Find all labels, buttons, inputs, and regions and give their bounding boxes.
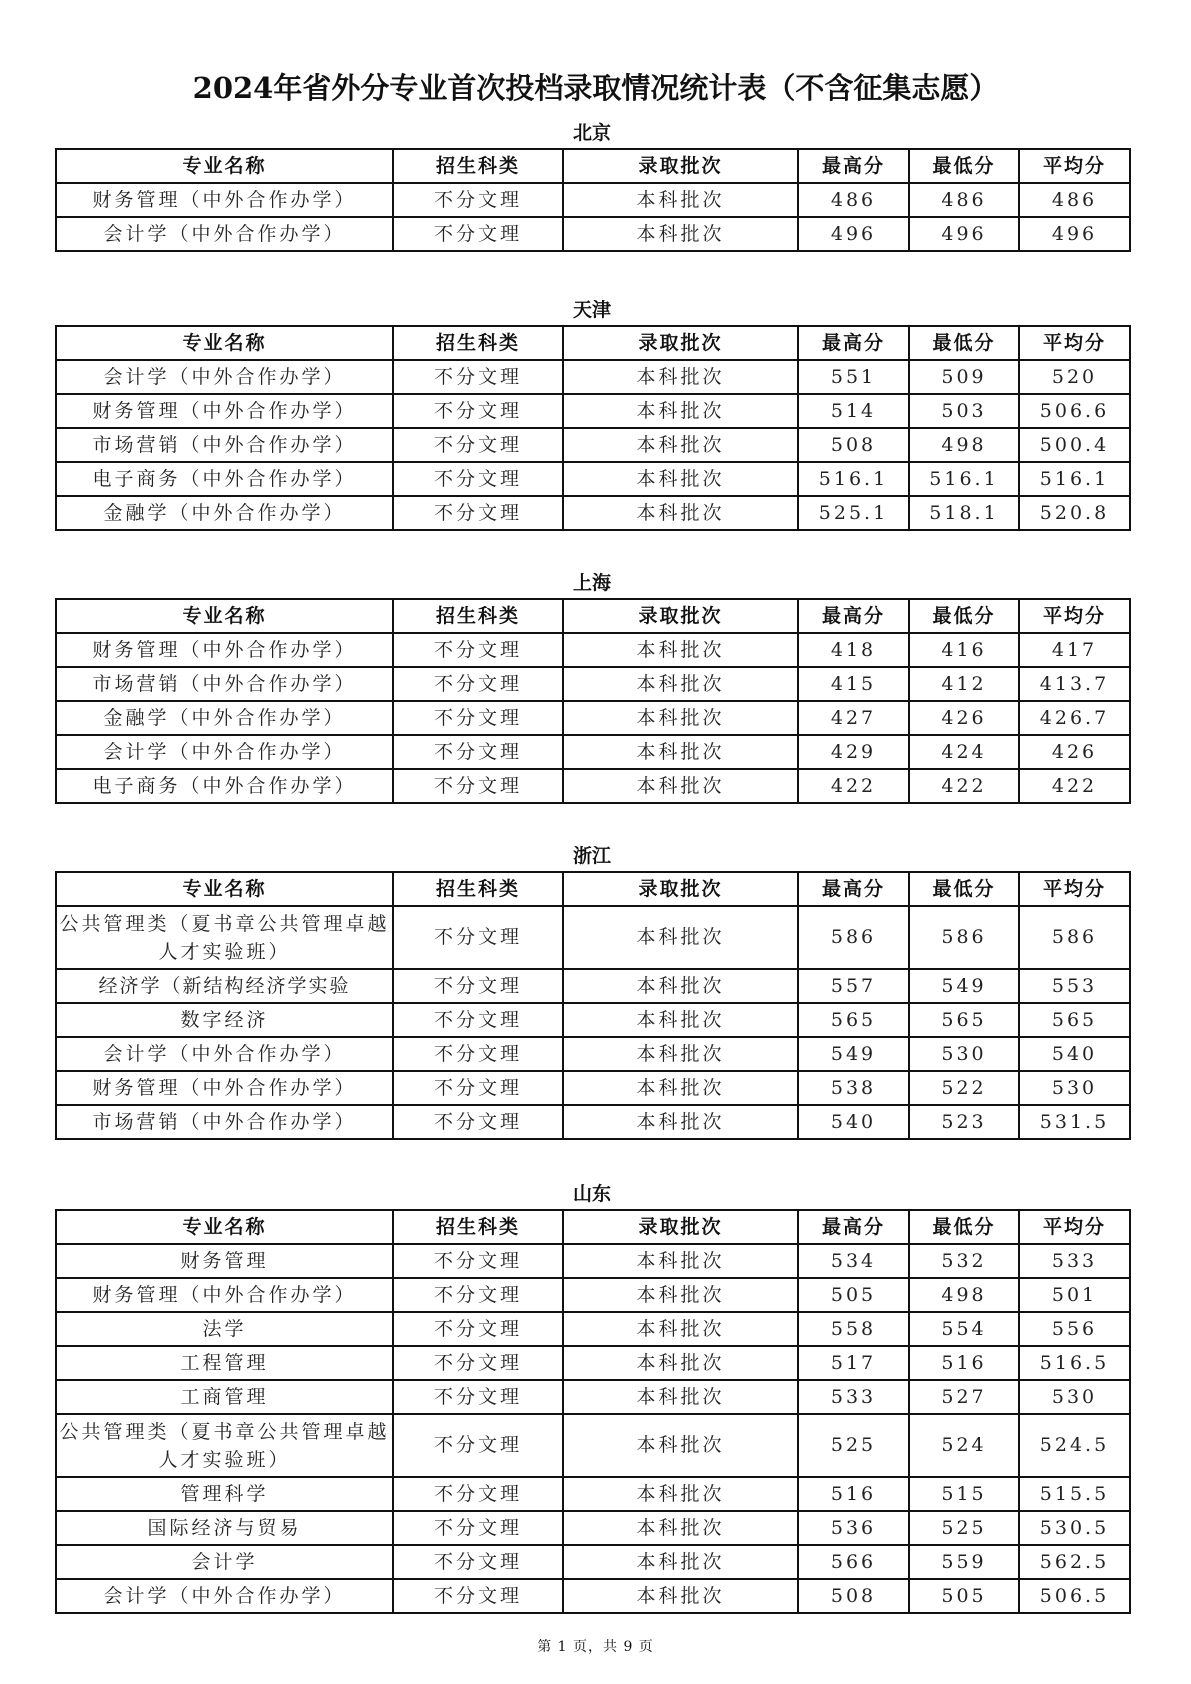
cell-major: 财务管理（中外合作办学） (56, 633, 393, 667)
score-table (55, 325, 1131, 531)
table-row (56, 1511, 1130, 1545)
cell-min: 554 (909, 1312, 1019, 1346)
cell-batch: 本科批次 (563, 217, 798, 251)
column-header-category: 招生科类 (393, 326, 563, 360)
cell-min: 505 (909, 1579, 1019, 1613)
column-header-major: 专业名称 (56, 599, 393, 633)
cell-min: 516 (909, 1346, 1019, 1380)
cell-category: 不分文理 (393, 462, 563, 496)
cell-min: 503 (909, 394, 1019, 428)
table-row (56, 1414, 1130, 1477)
cell-major: 会计学（中外合作办学） (56, 217, 393, 251)
cell-major: 市场营销（中外合作办学） (56, 428, 393, 462)
table-row (56, 394, 1130, 428)
column-header-category: 招生科类 (393, 872, 563, 906)
column-header-avg: 平均分 (1019, 872, 1130, 906)
cell-major: 会计学（中外合作办学） (56, 1037, 393, 1071)
region-section-zhejiang (55, 843, 1129, 1140)
cell-batch: 本科批次 (563, 1244, 798, 1278)
cell-min: 524 (909, 1414, 1019, 1477)
column-header-major: 专业名称 (56, 1210, 393, 1244)
cell-major: 财务管理（中外合作办学） (56, 183, 393, 217)
cell-category: 不分文理 (393, 969, 563, 1003)
cell-min: 424 (909, 735, 1019, 769)
cell-avg: 530 (1019, 1380, 1130, 1414)
cell-min: 498 (909, 1278, 1019, 1312)
cell-major: 管理科学 (56, 1477, 393, 1511)
cell-max: 533 (798, 1380, 909, 1414)
cell-min: 426 (909, 701, 1019, 735)
cell-category: 不分文理 (393, 701, 563, 735)
cell-min: 498 (909, 428, 1019, 462)
cell-category: 不分文理 (393, 1511, 563, 1545)
table-row (56, 735, 1130, 769)
table-header-row (56, 326, 1130, 360)
cell-max: 558 (798, 1312, 909, 1346)
cell-batch: 本科批次 (563, 1477, 798, 1511)
cell-avg: 422 (1019, 769, 1130, 803)
cell-avg: 500.4 (1019, 428, 1130, 462)
cell-major: 财务管理（中外合作办学） (56, 394, 393, 428)
cell-batch: 本科批次 (563, 462, 798, 496)
table-row (56, 360, 1130, 394)
cell-major: 法学 (56, 1312, 393, 1346)
table-row (56, 1312, 1130, 1346)
cell-max: 508 (798, 428, 909, 462)
column-header-min: 最低分 (909, 149, 1019, 183)
column-header-category: 招生科类 (393, 599, 563, 633)
cell-avg: 565 (1019, 1003, 1130, 1037)
cell-max: 508 (798, 1579, 909, 1613)
table-header-row (56, 149, 1130, 183)
score-table (55, 1209, 1131, 1614)
cell-category: 不分文理 (393, 217, 563, 251)
cell-major: 公共管理类（夏书章公共管理卓越人才实验班） (56, 1414, 393, 1477)
cell-category: 不分文理 (393, 496, 563, 530)
cell-batch: 本科批次 (563, 633, 798, 667)
score-table (55, 598, 1131, 804)
cell-category: 不分文理 (393, 428, 563, 462)
cell-min: 422 (909, 769, 1019, 803)
cell-max: 534 (798, 1244, 909, 1278)
cell-max: 549 (798, 1037, 909, 1071)
column-header-batch: 录取批次 (563, 599, 798, 633)
table-row (56, 1380, 1130, 1414)
region-label: 上海 (572, 572, 611, 594)
column-header-min: 最低分 (909, 872, 1019, 906)
cell-major: 市场营销（中外合作办学） (56, 1105, 393, 1139)
cell-category: 不分文理 (393, 1477, 563, 1511)
column-header-major: 专业名称 (56, 149, 393, 183)
table-row (56, 1105, 1130, 1139)
cell-batch: 本科批次 (563, 1037, 798, 1071)
cell-category: 不分文理 (393, 1312, 563, 1346)
column-header-batch: 录取批次 (563, 326, 798, 360)
cell-category: 不分文理 (393, 360, 563, 394)
cell-avg: 531.5 (1019, 1105, 1130, 1139)
cell-max: 540 (798, 1105, 909, 1139)
cell-avg: 530 (1019, 1071, 1130, 1105)
cell-min: 518.1 (909, 496, 1019, 530)
region-label: 北京 (572, 122, 611, 144)
cell-major: 会计学（中外合作办学） (56, 360, 393, 394)
cell-max: 516.1 (798, 462, 909, 496)
cell-min: 522 (909, 1071, 1019, 1105)
cell-avg: 413.7 (1019, 667, 1130, 701)
cell-batch: 本科批次 (563, 428, 798, 462)
table-row (56, 1579, 1130, 1613)
table-row (56, 496, 1130, 530)
column-header-batch: 录取批次 (563, 149, 798, 183)
cell-batch: 本科批次 (563, 769, 798, 803)
column-header-avg: 平均分 (1019, 1210, 1130, 1244)
column-header-batch: 录取批次 (563, 1210, 798, 1244)
column-header-max: 最高分 (798, 872, 909, 906)
cell-batch: 本科批次 (563, 1346, 798, 1380)
column-header-avg: 平均分 (1019, 599, 1130, 633)
cell-major: 财务管理 (56, 1244, 393, 1278)
cell-avg: 426.7 (1019, 701, 1130, 735)
cell-category: 不分文理 (393, 735, 563, 769)
table-row (56, 1278, 1130, 1312)
cell-max: 516 (798, 1477, 909, 1511)
cell-category: 不分文理 (393, 1579, 563, 1613)
cell-max: 517 (798, 1346, 909, 1380)
cell-max: 496 (798, 217, 909, 251)
cell-avg: 524.5 (1019, 1414, 1130, 1477)
cell-max: 505 (798, 1278, 909, 1312)
cell-category: 不分文理 (393, 1414, 563, 1477)
region-label: 浙江 (572, 845, 611, 867)
table-row (56, 1037, 1130, 1071)
cell-batch: 本科批次 (563, 1579, 798, 1613)
cell-min: 486 (909, 183, 1019, 217)
cell-batch: 本科批次 (563, 360, 798, 394)
region-section-beijing (55, 120, 1129, 252)
cell-max: 415 (798, 667, 909, 701)
cell-min: 559 (909, 1545, 1019, 1579)
table-row (56, 1477, 1130, 1511)
cell-category: 不分文理 (393, 1346, 563, 1380)
cell-category: 不分文理 (393, 769, 563, 803)
column-header-category: 招生科类 (393, 1210, 563, 1244)
cell-min: 515 (909, 1477, 1019, 1511)
cell-batch: 本科批次 (563, 735, 798, 769)
region-label: 天津 (572, 299, 611, 321)
cell-avg: 496 (1019, 217, 1130, 251)
cell-avg: 520.8 (1019, 496, 1130, 530)
table-header-row (56, 599, 1130, 633)
table-row (56, 769, 1130, 803)
cell-min: 525 (909, 1511, 1019, 1545)
cell-batch: 本科批次 (563, 1511, 798, 1545)
cell-avg: 556 (1019, 1312, 1130, 1346)
cell-max: 427 (798, 701, 909, 735)
cell-max: 586 (798, 906, 909, 969)
cell-min: 565 (909, 1003, 1019, 1037)
cell-batch: 本科批次 (563, 701, 798, 735)
table-row (56, 428, 1130, 462)
cell-max: 525 (798, 1414, 909, 1477)
cell-avg: 553 (1019, 969, 1130, 1003)
cell-batch: 本科批次 (563, 1071, 798, 1105)
column-header-max: 最高分 (798, 149, 909, 183)
cell-major: 经济学（新结构经济学实验 (56, 969, 393, 1003)
column-header-min: 最低分 (909, 599, 1019, 633)
cell-min: 523 (909, 1105, 1019, 1139)
cell-batch: 本科批次 (563, 667, 798, 701)
cell-category: 不分文理 (393, 1071, 563, 1105)
cell-batch: 本科批次 (563, 1312, 798, 1346)
column-header-min: 最低分 (909, 326, 1019, 360)
cell-avg: 515.5 (1019, 1477, 1130, 1511)
table-row (56, 667, 1130, 701)
cell-avg: 586 (1019, 906, 1130, 969)
cell-major: 会计学（中外合作办学） (56, 1579, 393, 1613)
cell-batch: 本科批次 (563, 183, 798, 217)
cell-batch: 本科批次 (563, 1278, 798, 1312)
cell-category: 不分文理 (393, 1244, 563, 1278)
cell-major: 工商管理 (56, 1380, 393, 1414)
cell-min: 416 (909, 633, 1019, 667)
table-row (56, 217, 1130, 251)
cell-avg: 501 (1019, 1278, 1130, 1312)
cell-major: 市场营销（中外合作办学） (56, 667, 393, 701)
cell-major: 财务管理（中外合作办学） (56, 1071, 393, 1105)
cell-avg: 506.6 (1019, 394, 1130, 428)
cell-min: 412 (909, 667, 1019, 701)
column-header-major: 专业名称 (56, 872, 393, 906)
table-row (56, 633, 1130, 667)
page-title: 2024年省外分专业首次投档录取情况统计表（不含征集志愿） (192, 71, 999, 105)
region-section-shanghai (55, 570, 1129, 804)
table-row (56, 1071, 1130, 1105)
cell-major: 金融学（中外合作办学） (56, 701, 393, 735)
cell-batch: 本科批次 (563, 1545, 798, 1579)
cell-max: 557 (798, 969, 909, 1003)
cell-max: 422 (798, 769, 909, 803)
table-row (56, 1244, 1130, 1278)
cell-max: 536 (798, 1511, 909, 1545)
cell-category: 不分文理 (393, 1105, 563, 1139)
cell-major: 数字经济 (56, 1003, 393, 1037)
cell-major: 金融学（中外合作办学） (56, 496, 393, 530)
cell-category: 不分文理 (393, 633, 563, 667)
cell-category: 不分文理 (393, 1545, 563, 1579)
cell-avg: 520 (1019, 360, 1130, 394)
cell-max: 418 (798, 633, 909, 667)
cell-category: 不分文理 (393, 1380, 563, 1414)
cell-min: 496 (909, 217, 1019, 251)
cell-batch: 本科批次 (563, 906, 798, 969)
score-table (55, 148, 1131, 252)
column-header-major: 专业名称 (56, 326, 393, 360)
cell-min: 509 (909, 360, 1019, 394)
cell-avg: 516.5 (1019, 1346, 1130, 1380)
score-table (55, 871, 1131, 1140)
cell-category: 不分文理 (393, 1003, 563, 1037)
table-row (56, 183, 1130, 217)
cell-major: 国际经济与贸易 (56, 1511, 393, 1545)
cell-min: 586 (909, 906, 1019, 969)
cell-avg: 506.5 (1019, 1579, 1130, 1613)
cell-max: 551 (798, 360, 909, 394)
cell-avg: 533 (1019, 1244, 1130, 1278)
cell-major: 工程管理 (56, 1346, 393, 1380)
column-header-avg: 平均分 (1019, 326, 1130, 360)
cell-major: 电子商务（中外合作办学） (56, 769, 393, 803)
cell-avg: 530.5 (1019, 1511, 1130, 1545)
cell-avg: 426 (1019, 735, 1130, 769)
column-header-min: 最低分 (909, 1210, 1019, 1244)
table-row (56, 1346, 1130, 1380)
cell-avg: 540 (1019, 1037, 1130, 1071)
table-row (56, 701, 1130, 735)
table-header-row (56, 872, 1130, 906)
region-label: 山东 (572, 1183, 611, 1205)
cell-major: 会计学 (56, 1545, 393, 1579)
column-header-avg: 平均分 (1019, 149, 1130, 183)
column-header-max: 最高分 (798, 599, 909, 633)
cell-category: 不分文理 (393, 394, 563, 428)
cell-batch: 本科批次 (563, 1105, 798, 1139)
cell-min: 516.1 (909, 462, 1019, 496)
page-number: 第 1 页，共 9 页 (537, 1639, 654, 1655)
column-header-max: 最高分 (798, 326, 909, 360)
cell-max: 525.1 (798, 496, 909, 530)
cell-major: 财务管理（中外合作办学） (56, 1278, 393, 1312)
cell-major: 电子商务（中外合作办学） (56, 462, 393, 496)
column-header-max: 最高分 (798, 1210, 909, 1244)
cell-category: 不分文理 (393, 1037, 563, 1071)
cell-min: 549 (909, 969, 1019, 1003)
cell-category: 不分文理 (393, 906, 563, 969)
cell-avg: 417 (1019, 633, 1130, 667)
cell-max: 429 (798, 735, 909, 769)
cell-max: 566 (798, 1545, 909, 1579)
cell-max: 514 (798, 394, 909, 428)
table-row (56, 906, 1130, 969)
cell-batch: 本科批次 (563, 1414, 798, 1477)
cell-max: 486 (798, 183, 909, 217)
cell-avg: 562.5 (1019, 1545, 1130, 1579)
cell-category: 不分文理 (393, 1278, 563, 1312)
table-row (56, 462, 1130, 496)
cell-major: 公共管理类（夏书章公共管理卓越人才实验班） (56, 906, 393, 969)
cell-min: 530 (909, 1037, 1019, 1071)
table-row (56, 1003, 1130, 1037)
cell-max: 565 (798, 1003, 909, 1037)
region-section-tianjin (55, 297, 1129, 531)
cell-batch: 本科批次 (563, 1380, 798, 1414)
cell-avg: 516.1 (1019, 462, 1130, 496)
cell-category: 不分文理 (393, 667, 563, 701)
cell-batch: 本科批次 (563, 394, 798, 428)
cell-batch: 本科批次 (563, 1003, 798, 1037)
table-row (56, 1545, 1130, 1579)
column-header-batch: 录取批次 (563, 872, 798, 906)
cell-avg: 486 (1019, 183, 1130, 217)
cell-max: 538 (798, 1071, 909, 1105)
column-header-category: 招生科类 (393, 149, 563, 183)
table-header-row (56, 1210, 1130, 1244)
cell-batch: 本科批次 (563, 496, 798, 530)
cell-min: 532 (909, 1244, 1019, 1278)
cell-major: 会计学（中外合作办学） (56, 735, 393, 769)
region-section-shandong (55, 1181, 1129, 1614)
table-row (56, 969, 1130, 1003)
cell-batch: 本科批次 (563, 969, 798, 1003)
cell-category: 不分文理 (393, 183, 563, 217)
cell-min: 527 (909, 1380, 1019, 1414)
